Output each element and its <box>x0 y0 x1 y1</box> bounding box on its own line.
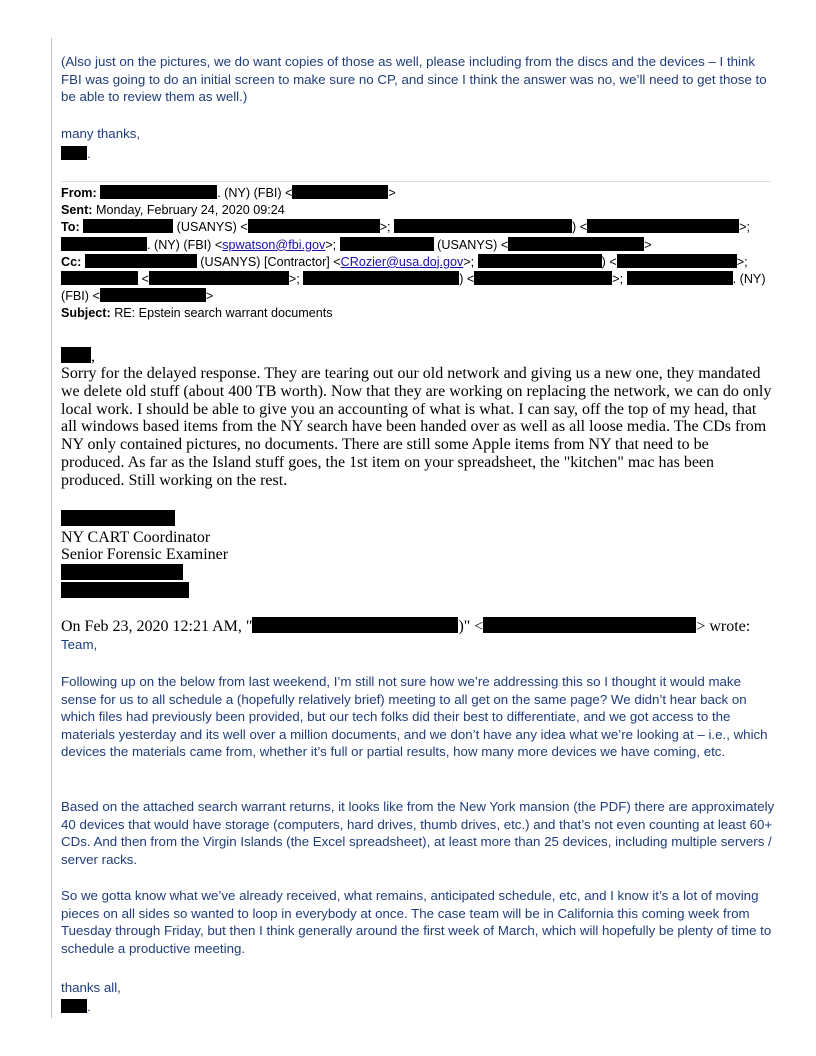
sent-line: Sent: Monday, February 24, 2020 09:24 <box>61 203 285 218</box>
redaction-box <box>61 271 138 285</box>
quote-para3: So we gotta know what we’ve already received, what remains, anticipated schedule, etc, and I know it’s a lot of moving pieces on all sides so wanted to loop in everybody at once. The case team will be in California this coming week from Tuesday through Friday, but then I think generally around the first week of March, which will hopefully be plenty of time to schedule a productive meeting. <box>61 888 772 956</box>
redaction-box <box>483 617 696 633</box>
redaction-box <box>508 237 644 251</box>
redaction-box <box>61 347 91 363</box>
redaction-box <box>100 288 206 302</box>
reply-signature <box>61 510 228 601</box>
redaction-box <box>61 146 87 160</box>
prior-closing: many thanks, <box>61 126 141 141</box>
subject-line: Subject: RE: Epstein search warrant documents <box>61 306 333 321</box>
from-line: From: . (NY) (FBI) < > <box>61 186 396 200</box>
quote-greeting: Team, <box>61 637 98 652</box>
redaction-box <box>478 254 602 268</box>
email-link-spwatson[interactable]: spwatson@fbi.gov <box>222 237 326 252</box>
redaction-box <box>252 617 458 633</box>
redaction-box <box>617 254 737 268</box>
prior-signature: . <box>61 145 91 163</box>
signature-role: Senior Forensic Examiner <box>61 546 229 564</box>
cc-line-cont2: (FBI) < > <box>61 289 214 304</box>
redaction-box <box>61 564 183 580</box>
redaction-box <box>474 271 612 285</box>
quote-margin-rule <box>51 38 52 1018</box>
redaction-box <box>83 219 173 233</box>
redaction-box <box>61 237 147 251</box>
reply-body: Sorry for the delayed response. They are tearing out our old network and giving us a new one, they mandated we delete old stuff (about 400 TB worth). Now that they are working on replacing the network, we can do only local work. I should be able to give you an accounting of what is what. I can say, off the top of my head, that all windows based items from the NY search have been handed over as well as all loose media. The CDs from NY only contained pictures, no documents. There are still some Apple items from NY that need to be produced. As far as the Island stuff goes, the 1st item on your spreadsheet, the "kitchen" mac has been produced. Still working on the rest. <box>61 365 772 489</box>
redaction-box <box>61 999 87 1013</box>
redaction-box <box>100 185 217 199</box>
signature-title: NY CART Coordinator <box>61 528 211 546</box>
quote-attribution: On Feb 23, 2020 12:21 AM, " )" < > wrote: <box>61 618 751 635</box>
quote-closing: thanks all, <box>61 980 121 995</box>
reply-greeting: , <box>61 347 95 366</box>
redaction-box <box>61 582 189 598</box>
redaction-box <box>149 271 289 285</box>
redaction-box <box>61 510 175 526</box>
quote-para2: Based on the attached search warrant returns, it looks like from the New York mansion (the PDF) there are approximately 40 devices that would have storage (computers, hard drives, thumb drives, etc.) and that’s not even counting at least 60+ CDs. And then from the Virgin Islands (the Excel spreadsheet), at least more than 25 devices, including multiple servers / server racks. <box>61 799 775 867</box>
redaction-box <box>587 219 739 233</box>
redaction-box <box>85 254 197 268</box>
prior-paragraph: (Also just on the pictures, we do want copies of those as well, please including from the discs and the devices – I think FBI was going to do an initial screen to make sure no CP, and since I think the answer was no, we’ll need to get those to be able to review them as well.) <box>61 54 767 105</box>
to-line: To: (USANYS) < >; ) < >; <box>61 220 750 235</box>
cc-line: Cc: (USANYS) [Contractor] <CRozier@usa.doj.gov>; ) < >; <box>61 254 748 269</box>
header-separator <box>61 181 771 182</box>
redaction-box <box>627 271 733 285</box>
redaction-box <box>292 185 388 199</box>
email-link-crozier[interactable]: CRozier@usa.doj.gov <box>340 254 464 269</box>
to-line-cont: . (NY) (FBI) <spwatson@fbi.gov>; (USANYS) < > <box>61 237 776 254</box>
cc-line-cont: < >; ) < >; . (NY) <box>61 271 776 288</box>
redaction-box <box>340 237 434 251</box>
quote-para1: Following up on the below from last weekend, I’m still not sure how we’re addressing this so I thought it would make sense for us to all schedule a (hopefully relatively brief) meeting to all get on the same page? We didn’t hear back on which files had previously been provided, but our tech folks did their best to differentiate, and we got access to the materials yesterday and its well over a million documents, and we don’t have any idea what we’re looking at – i.e., which devices the materials came from, whether it’s full or partial results, how many more devices we have coming, etc. <box>61 674 768 760</box>
email-header <box>61 185 776 323</box>
redaction-box <box>303 271 459 285</box>
redaction-box <box>248 219 380 233</box>
redaction-box <box>394 219 572 233</box>
quote-signature: . <box>61 998 91 1016</box>
